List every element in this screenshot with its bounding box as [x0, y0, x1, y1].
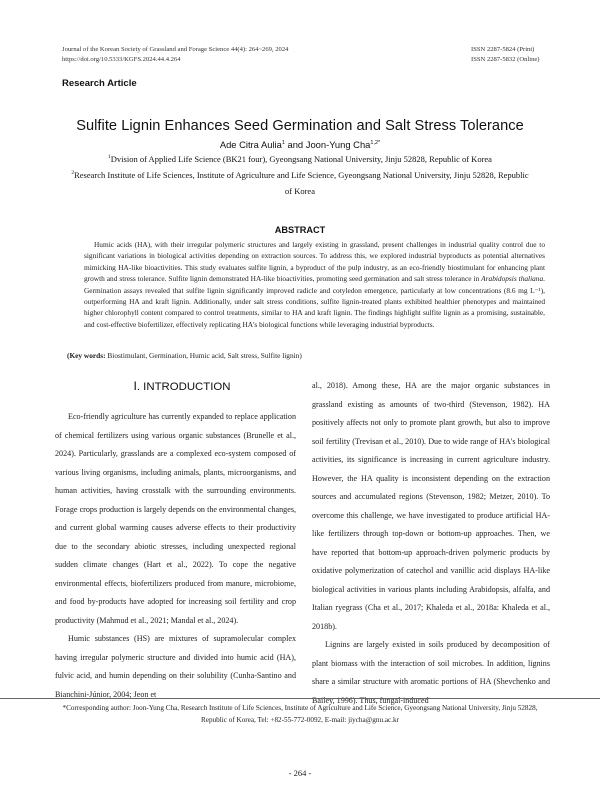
keywords-label: (Key words: [67, 351, 106, 360]
abstract-heading: ABSTRACT [274, 225, 326, 235]
article-type: Research Article [62, 78, 137, 89]
issn-print: ISSN 2287-5824 (Print) [471, 46, 535, 53]
paragraph: Lignins are largely existed in soils produced by decomposition of plant biomass with the interaction of soil microbes. In addition, lignins share a similar structure with aromatic portions of HA (Shevchenko and Bailey, 1996). Thus, fungal-induced [312, 640, 550, 705]
author-line [0, 139, 600, 150]
author-affiliation-mark: 1,2* [370, 139, 381, 146]
affiliation-text: Dvision of Applied Life Science (BK21 four), Gyeongsang National University, Jinju 52828, Republic of Korea [110, 154, 492, 164]
affiliation-text: Research Institute of Life Sciences, Institute of Agriculture and Life Science, Gyeongsang National University, Jinju 52828, Republic of Korea [74, 170, 529, 196]
body-column-left [55, 408, 296, 704]
affiliation-mark: 1 [108, 154, 111, 161]
issn-online: ISSN 2287-5832 (Online) [471, 56, 540, 63]
corresponding-author-footnote: *Corresponding author: Joon-Yung Cha, Research Institute of Life Sciences, Institute of Agriculture and Life Science, Gyeongsang National University, Jinju 52828, Republic of Korea, Tel: +82-55-772-0092, E-mail: jiycha@gnu.ac.kr [62, 704, 538, 724]
paragraph: al., 2018). Among these, HA are the major organic substances in grassland existing as amounts of two-third (Stevenson, 1982). HA positively affects not only to promote plant growth, but also to improve soil fertility (Trevisan et al., 2010). Due to wide range of HA's biological activities, its significance is increasing in current agriculture industry. However, the HA quality is inconsistent depending on the extraction sources and accumulated regions (Stevenson, 1982; Metzer, 2010). To overcome this challenge, we have investigated to produce artificial HA-like fertilizers through top-down or bottom-up approaches. Then, we have reported that bottom-up approach-driven polymeric products by oxidative polymerization of catechol and vanillic acid displays HA-like biological activities in various plants including Arabidopsis, alfalfa, and Italian ryegrass (Cha et al., 2017; Khaleda et al., 2018a: Khaleda et al., 2018b). [312, 381, 550, 631]
paragraph: Eco-friendly agriculture has currently expanded to replace application of chemical fertilizers using various organic substances (Brunelle et al., 2024). Particularly, grasslands are a complexed eco-system composed of various living organisms, including animals, plants, microorganisms, and human activities, having crosstalk with the surrounding environments. Forage crops production is largely depends on the environmental changes, and current global warming causes adverse effects to their productivity due to the secondary abiotic stresses, including unexpected regional sudden climate changes (Hart et al., 2022). To cope the negative environmental effects, biofertilizers produced from manure, microbiome, and food by-products have adopted for increasing soil fertility and crop productivity (Mahmud et al., 2021; Mandal et al., 2024). [55, 412, 296, 625]
doi-link[interactable]: https://doi.org/10.5333/KGFS.2024.44.4.264 [62, 56, 181, 63]
author-name: Ade Citra Aulia [219, 139, 282, 150]
author-affiliation-mark: 1 [281, 139, 285, 146]
affiliation [70, 167, 530, 199]
keywords [67, 351, 302, 360]
body-column-right [312, 377, 550, 710]
species-name: Arabidopsis thaliana [481, 274, 544, 284]
abstract-text: . Germination assays revealed that sulfite lignin significantly improved radicle and cotyledon emergence, particularly at low concentrations (8.6 mg L⁻¹), outperforming HA and kraft lignin. Additionally, under salt stress conditions, sulfite lignin-treated plants exhibited healthier phenotypes and maintained higher chlorophyll content compared to control treatments, similar to HA and kraft lignin. The findings highlight sulfite lignin as a promising, sustainable, and cost-effective biofertilizer, effectively replicating HA's biological functions while leveraging industrial byproducts. [84, 274, 545, 329]
paper-title: Sulfite Lignin Enhances Seed Germination and Salt Stress Tolerance [76, 118, 524, 134]
journal-citation: Journal of the Korean Society of Grassland and Forage Science 44(4): 264~269, 2024 [62, 46, 289, 53]
affiliation [70, 151, 530, 167]
abstract-body [84, 239, 545, 330]
footnote-divider [0, 698, 600, 699]
abstract-text: Humic acids (HA), with their irregular polymeric structures and largely existing in grassland, present challenges in industrial quality control due to significant variations in biological activities depending on extraction sources. To address this, we explored industrial byproducts as potential alternatives mimicking HA-like bioactivities. This study evaluates sulfite lignin, a byproduct of the pulp industry, as an eco-friendly biostimulant for enhancing plant growth and stress tolerance. Sulfite lignin demonstrated HA-like bioactivities, promoting seed germination and salt stress tolerance in [84, 240, 545, 284]
section-heading: Ⅰ. INTRODUCTION [133, 381, 231, 393]
author-connector: and [284, 139, 306, 150]
paragraph: Humic substances (HS) are mixtures of supramolecular complex having irregular polymeric structure and divided into humic acid (HA), fulvic acid, and humin depending on their solubility (Cunha-Santino and Bianchini-Júnior, 2004; Jeon et [55, 634, 296, 699]
journal-header [62, 45, 288, 65]
affiliation-mark: 2 [71, 170, 75, 177]
keywords-list: Biostimulant, Germination, Humic acid, Salt stress, Sulfite lignin) [105, 351, 302, 360]
author-name: Joon-Yung Cha [305, 139, 371, 150]
page-number: - 264 - [288, 768, 312, 778]
issn-block [471, 45, 540, 65]
